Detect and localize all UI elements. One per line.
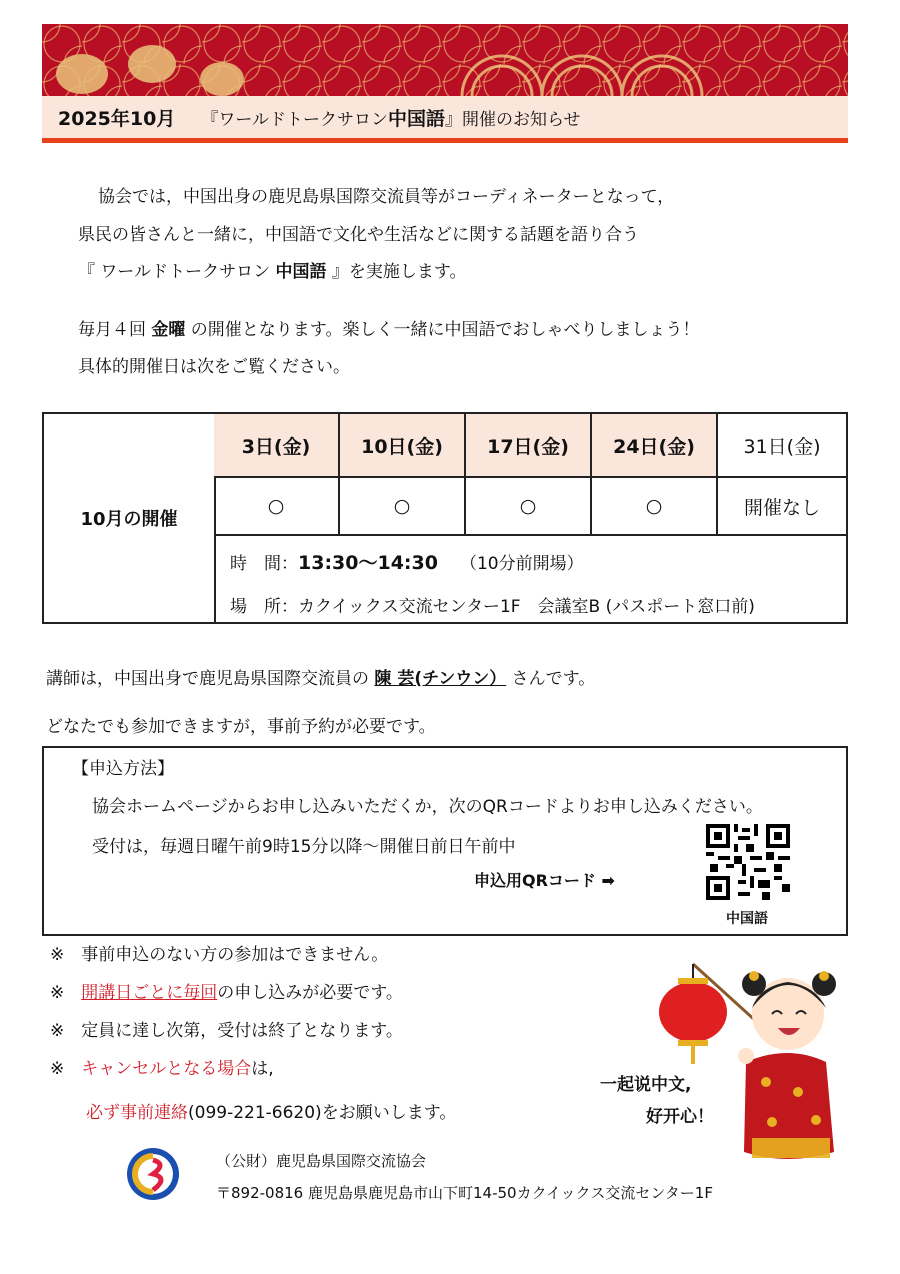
- note-2-text: の申し込みが必要です。: [217, 983, 403, 1003]
- apply-line-1: 協会ホームページからお申し込みいただくか，次のQRコードよりお申し込みください。: [92, 797, 763, 817]
- title-quote-open: 『ワールドトークサロン: [201, 109, 388, 130]
- teacher-text-a: 講師は，中国出身で鹿児島県国際交流員の: [46, 669, 375, 689]
- note-3: [50, 1016, 403, 1041]
- title-bar: [42, 96, 848, 143]
- reservation-note: どなたでも参加できますが，事前予約が必要です。: [46, 717, 436, 737]
- association-logo: [122, 1146, 184, 1202]
- qr-code[interactable]: [706, 824, 790, 904]
- note-4-emphasis: キャンセルとなる場合: [81, 1059, 252, 1079]
- header-banner: [42, 24, 848, 96]
- not-held-mark: 開催なし: [718, 478, 846, 536]
- intro-line-4-c: の開催となります。楽しく一緒に中国語でおしゃべりしましょう！: [185, 320, 700, 340]
- teacher-text-b: さんです。: [506, 669, 596, 689]
- qr-code-icon: [706, 824, 790, 900]
- intro-line-2: 県民の皆さんと一緒に，中国語で文化や生活などに関する話題を語り合う: [78, 225, 639, 245]
- qr-label: 申込用QRコード ➡: [474, 871, 615, 890]
- footer-address: 〒892-0816 鹿児島県鹿児島市山下町14-50カクイックス交流センター1F: [216, 1184, 713, 1202]
- time-note: （10分前開場）: [459, 554, 584, 574]
- time-value: 13:30〜14:30: [298, 552, 438, 574]
- intro-line-1: 協会では，中国出身の鹿児島県国際交流員等がコーディネーターとなって，: [98, 187, 675, 207]
- held-mark: ○: [466, 478, 592, 536]
- held-mark: ○: [214, 478, 340, 536]
- teacher-line: [46, 662, 595, 696]
- qr-caption: 中国語: [726, 911, 768, 927]
- note-2-emphasis: 開講日ごとに毎回: [81, 983, 218, 1003]
- schedule-row-label: 10月の開催: [44, 414, 216, 622]
- association-logo-icon: [122, 1146, 184, 1202]
- apply-heading: 【申込方法】: [72, 759, 174, 779]
- intro-line-4-a: 毎月４回: [78, 320, 152, 340]
- date-cell: 3日(金): [214, 414, 340, 478]
- intro-line-3-c: 』を実施します。: [326, 262, 467, 282]
- apply-line-2: 受付は，毎週日曜午前9時15分以降〜開催日前日午前中: [92, 837, 516, 857]
- date-cell: 17日(金): [466, 414, 592, 478]
- lantern-pattern-banner: [42, 24, 848, 96]
- intro-line-4-b: 金曜: [151, 320, 186, 340]
- teacher-name: 陳 芸(チンウン）: [374, 669, 507, 689]
- place-row: [230, 592, 755, 617]
- note-1: [50, 940, 388, 965]
- lantern-girl-icon: [648, 952, 848, 1172]
- intro-line-3-a: 『 ワールドトークサロン: [78, 262, 276, 282]
- intro-line-5: 具体的開催日は次をご覧ください。: [78, 357, 350, 377]
- date-cell: 10日(金): [340, 414, 466, 478]
- note-mark: ※: [50, 983, 65, 1003]
- mascot-illustration: [648, 952, 848, 1172]
- place-label: 場 所：: [230, 597, 298, 617]
- mascot-speech-2: 好开心！: [646, 1107, 714, 1127]
- note-mark: ※: [50, 1021, 65, 1041]
- note-1-text: 事前申込のない方の参加はできません。: [81, 945, 389, 965]
- note-4-text: は,: [251, 1059, 274, 1079]
- title-language: 中国語: [388, 107, 446, 130]
- note-mark: ※: [50, 945, 65, 965]
- note-5-text: (099-221-6620)をお願いします。: [188, 1103, 457, 1123]
- note-3-text: 定員に達し次第，受付は終了となります。: [81, 1021, 403, 1041]
- date-cell: 24日(金): [592, 414, 718, 478]
- intro-line-4: [78, 313, 699, 347]
- apply-box: [42, 746, 848, 936]
- intro-line-3-b: 中国語: [275, 262, 327, 282]
- note-mark: ※: [50, 1059, 65, 1079]
- time-row: [230, 548, 584, 575]
- schedule-table: [42, 412, 848, 624]
- time-label: 時 間：: [230, 554, 298, 574]
- date-cell-cancelled: 31日(金): [718, 414, 846, 478]
- note-4: [50, 1054, 274, 1079]
- held-mark: ○: [340, 478, 466, 536]
- note-5: [86, 1098, 456, 1123]
- intro-line-3: [78, 255, 467, 289]
- note-5-emphasis: 必ず事前連絡: [86, 1103, 188, 1123]
- note-2: [50, 978, 403, 1003]
- place-value: カクイックス交流センター1F 会議室B (パスポート窓口前): [298, 597, 755, 617]
- held-mark: ○: [592, 478, 718, 536]
- title-year-month: 2025年10月: [58, 107, 176, 130]
- title-quote-close: 』開催のお知らせ: [445, 109, 581, 130]
- footer-org: （公財）鹿児島県国際交流協会: [216, 1152, 427, 1170]
- mascot-speech-1: 一起说中文,: [600, 1075, 692, 1095]
